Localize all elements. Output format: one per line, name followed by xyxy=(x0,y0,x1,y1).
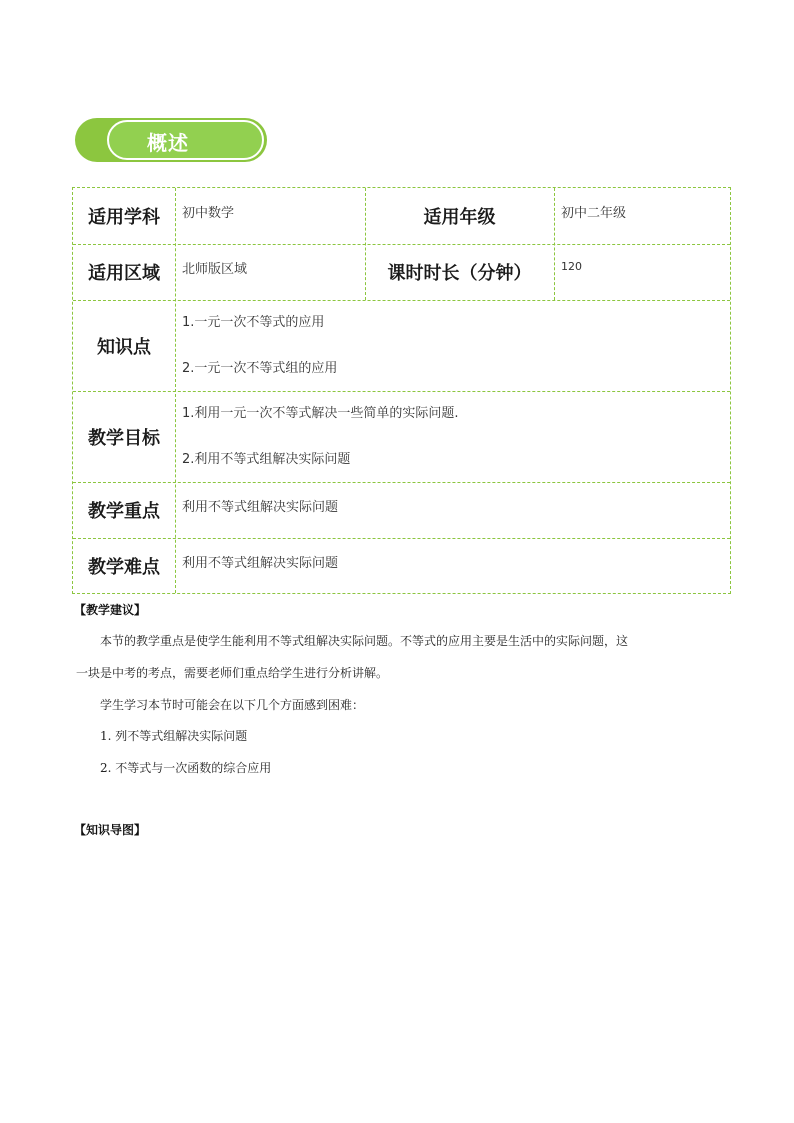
knowledge-item: 1.一元一次不等式的应用 xyxy=(182,315,325,330)
advice-paragraph-line: 本节的教学重点是使学生能利用不等式组解决实际问题。不等式的应用主要是生活中的实际问题，这 xyxy=(100,634,629,648)
subject-value: 初中数学 xyxy=(182,206,235,221)
region-value: 北师版区域 xyxy=(182,262,248,277)
advice-paragraph-line: 一块是中考的考点，需要老师们重点给学生进行分析讲解。 xyxy=(76,666,389,680)
section-title: 概述 xyxy=(147,131,189,155)
grade-label: 适用年级 xyxy=(423,207,496,228)
mindmap-heading: 【知识导图】 xyxy=(74,823,147,837)
difficulty-value: 利用不等式组解决实际问题 xyxy=(182,556,339,571)
goal-item: 2.利用不等式组解决实际问题 xyxy=(182,452,351,467)
goal-item: 1.利用一元一次不等式解决一些简单的实际问题. xyxy=(182,406,459,421)
duration-label: 课时时长（分钟） xyxy=(387,263,532,284)
focus-value: 利用不等式组解决实际问题 xyxy=(182,500,339,515)
difficulty-label: 教学难点 xyxy=(88,556,160,578)
difficulty-item: 2. 不等式与一次函数的综合应用 xyxy=(100,761,272,775)
knowledge-list xyxy=(182,311,722,376)
difficulty-item: 1. 列不等式组解决实际问题 xyxy=(100,729,248,743)
goals-label: 教学目标 xyxy=(88,427,160,449)
advice-heading: 【教学建议】 xyxy=(74,603,147,617)
overview-table xyxy=(72,187,731,594)
focus-label: 教学重点 xyxy=(88,501,160,522)
duration-value: 120 xyxy=(561,260,582,273)
goals-list xyxy=(182,402,722,467)
region-label: 适用区域 xyxy=(88,263,160,284)
difficulty-intro: 学生学习本节时可能会在以下几个方面感到困难： xyxy=(100,698,365,712)
grade-value: 初中二年级 xyxy=(561,206,627,221)
knowledge-item: 2.一元一次不等式组的应用 xyxy=(182,361,338,376)
knowledge-label: 知识点 xyxy=(97,336,151,358)
section-badge xyxy=(75,118,267,162)
subject-label: 适用学科 xyxy=(88,207,160,228)
